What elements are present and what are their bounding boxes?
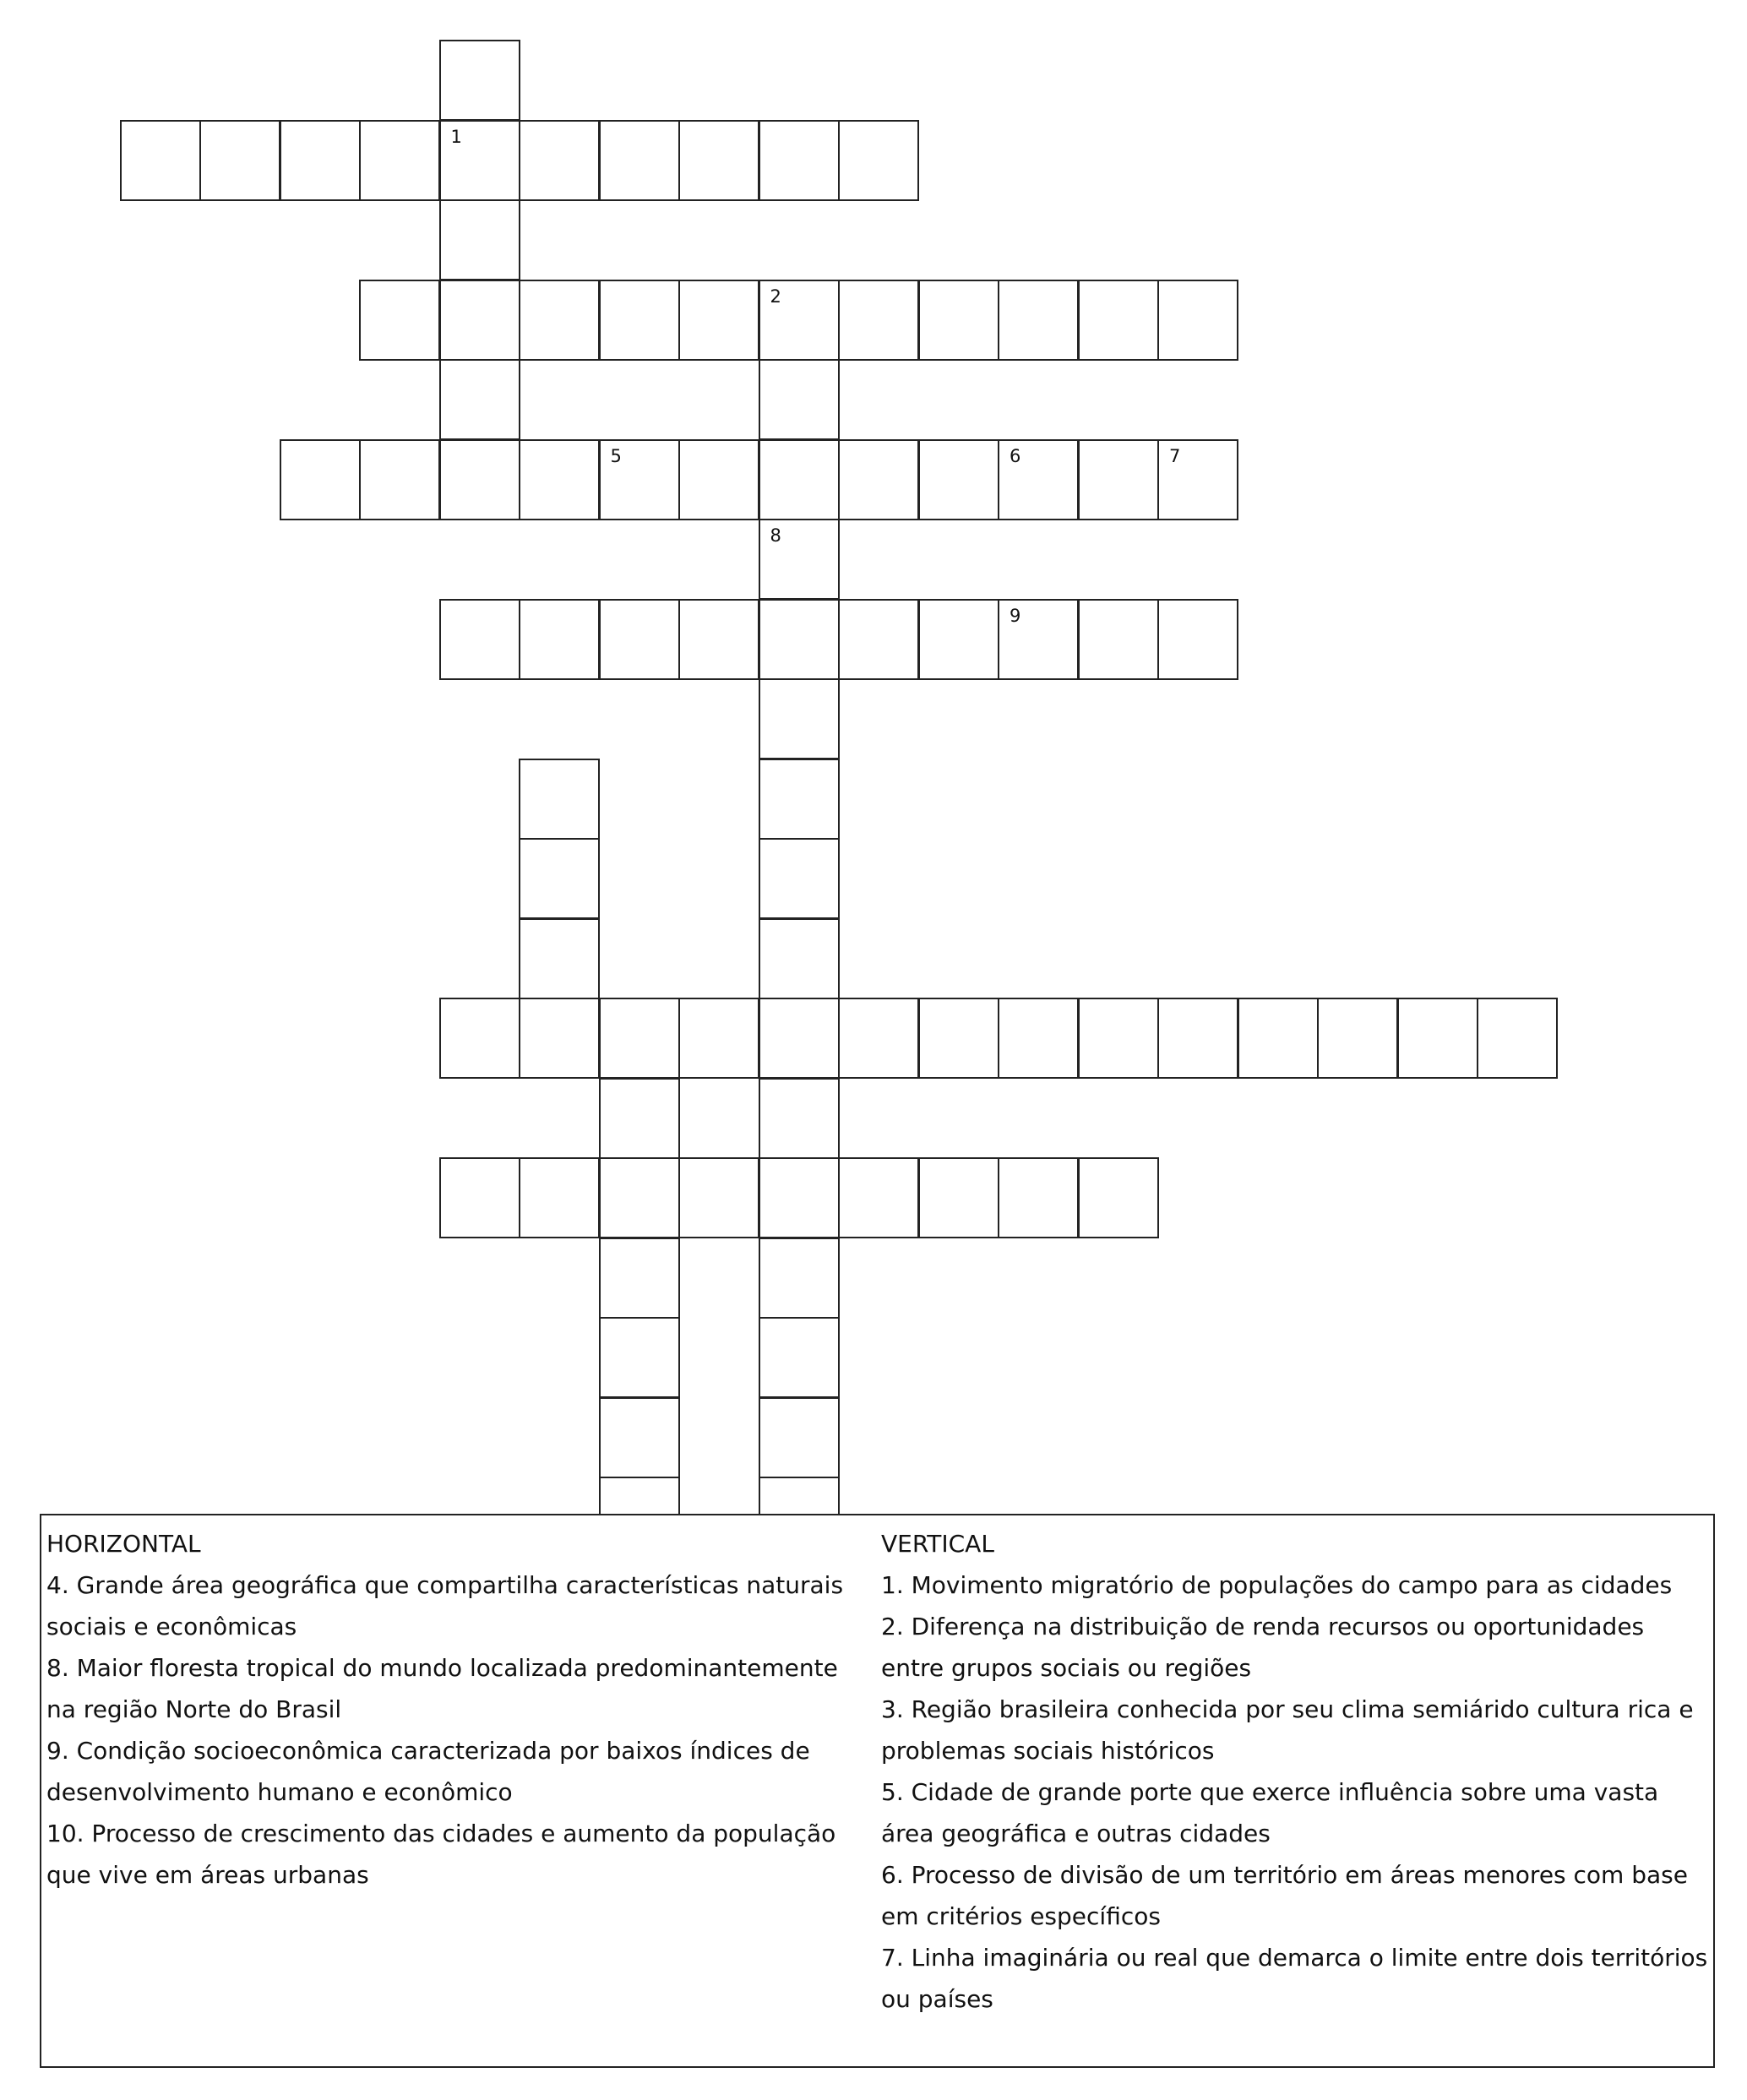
- crossword-cell[interactable]: [1078, 280, 1159, 361]
- crossword-cell[interactable]: [678, 1157, 759, 1238]
- crossword-cell[interactable]: [759, 120, 840, 201]
- crossword-cell[interactable]: [678, 120, 759, 201]
- crossword-cell[interactable]: [359, 439, 440, 520]
- crossword-cell[interactable]: [759, 599, 840, 680]
- crossword-cell[interactable]: [759, 1078, 840, 1159]
- clue-across-9: 9. Condição socioeconômica caracterizada por baixos índices de desenvolvimento humano e econômico: [46, 1737, 810, 1806]
- crossword-cell[interactable]: [678, 439, 759, 520]
- crossword-cell[interactable]: [1397, 998, 1478, 1079]
- crossword-cell[interactable]: [759, 678, 840, 759]
- crossword-cell[interactable]: [359, 120, 440, 201]
- crossword-cell[interactable]: [1157, 280, 1238, 361]
- clue-number: 2: [770, 286, 781, 307]
- clue-number: 9: [1010, 605, 1021, 626]
- crossword-cell[interactable]: [678, 599, 759, 680]
- clue-number: 8: [770, 525, 781, 546]
- crossword-cell[interactable]: [519, 838, 600, 919]
- clue-number: 5: [610, 445, 622, 466]
- crossword-cell[interactable]: [759, 1317, 840, 1398]
- crossword-cell[interactable]: [1157, 599, 1238, 680]
- crossword-cell[interactable]: [678, 280, 759, 361]
- crossword-cell[interactable]: [1477, 998, 1558, 1079]
- clue-number: 1: [450, 126, 462, 147]
- crossword-cell[interactable]: [439, 439, 520, 520]
- crossword-cell[interactable]: [439, 998, 520, 1079]
- crossword-cell[interactable]: [759, 519, 840, 600]
- crossword-cell[interactable]: [280, 120, 361, 201]
- crossword-cell[interactable]: [998, 439, 1079, 520]
- crossword-cell[interactable]: [759, 439, 840, 520]
- crossword-cell[interactable]: [439, 280, 520, 361]
- crossword-cell[interactable]: [439, 40, 520, 121]
- crossword-cell[interactable]: [599, 1317, 680, 1398]
- vertical-clues: [881, 1524, 1709, 2020]
- crossword-cell[interactable]: [1157, 439, 1238, 520]
- crossword-cell[interactable]: [519, 280, 600, 361]
- vertical-heading: VERTICAL: [881, 1530, 994, 1558]
- horizontal-heading: HORIZONTAL: [46, 1530, 201, 1558]
- clue-down-7: 7. Linha imaginária ou real que demarca o limite entre dois territórios ou países: [881, 1944, 1708, 2013]
- crossword-cell[interactable]: [439, 599, 520, 680]
- clue-number: 6: [1010, 445, 1021, 466]
- crossword-cell[interactable]: [599, 1397, 680, 1478]
- crossword-cell[interactable]: [998, 998, 1079, 1079]
- crossword-cell[interactable]: [1157, 998, 1238, 1079]
- crossword-cell[interactable]: [519, 439, 600, 520]
- crossword-cell[interactable]: [599, 599, 680, 680]
- crossword-cell[interactable]: [759, 1238, 840, 1319]
- horizontal-clues: [46, 1524, 857, 1896]
- crossword-cell[interactable]: [439, 1157, 520, 1238]
- crossword-cell[interactable]: [599, 1157, 680, 1238]
- crossword-cell[interactable]: [519, 759, 600, 840]
- crossword-cell[interactable]: [759, 1157, 840, 1238]
- crossword-cell[interactable]: [998, 280, 1079, 361]
- crossword-cell[interactable]: [439, 120, 520, 201]
- crossword-cell[interactable]: [1317, 998, 1398, 1079]
- crossword-cell[interactable]: [439, 199, 520, 280]
- clue-down-1: 1. Movimento migratório de populações do campo para as cidades: [881, 1571, 1673, 1599]
- crossword-cell[interactable]: [918, 280, 999, 361]
- crossword-cell[interactable]: [1238, 998, 1319, 1079]
- crossword-cell[interactable]: [199, 120, 280, 201]
- crossword-cell[interactable]: [519, 599, 600, 680]
- clue-across-10: 10. Processo de crescimento das cidades e aumento da população que vive em áreas urbanas: [46, 1820, 836, 1889]
- crossword-cell[interactable]: [838, 280, 919, 361]
- clue-down-3: 3. Região brasileira conhecida por seu clima semiárido cultura rica e problemas sociais históricos: [881, 1695, 1694, 1765]
- crossword-cell[interactable]: [1078, 439, 1159, 520]
- clues-box: [40, 1514, 1715, 2068]
- crossword-cell[interactable]: [439, 359, 520, 440]
- crossword-cell[interactable]: [838, 1157, 919, 1238]
- crossword-cell[interactable]: [678, 998, 759, 1079]
- crossword-cell[interactable]: [519, 918, 600, 999]
- crossword-cell[interactable]: [759, 1397, 840, 1478]
- crossword-cell[interactable]: [1078, 599, 1159, 680]
- clue-down-6: 6. Processo de divisão de um território em áreas menores com base em critérios específicos: [881, 1861, 1688, 1930]
- crossword-cell[interactable]: [998, 599, 1079, 680]
- crossword-cell[interactable]: [1078, 1157, 1159, 1238]
- crossword-cell[interactable]: [998, 1157, 1079, 1238]
- crossword-cell[interactable]: [599, 280, 680, 361]
- crossword-cell[interactable]: [838, 120, 919, 201]
- crossword-cell[interactable]: [599, 1238, 680, 1319]
- clue-number: 7: [1169, 445, 1181, 466]
- crossword-cell[interactable]: [519, 1157, 600, 1238]
- crossword-cell[interactable]: [759, 838, 840, 919]
- clue-down-5: 5. Cidade de grande porte que exerce influência sobre uma vasta área geográfica e outras cidades: [881, 1778, 1659, 1847]
- crossword-cell[interactable]: [918, 1157, 999, 1238]
- crossword-cell[interactable]: [1078, 998, 1159, 1079]
- crossword-cell[interactable]: [120, 120, 201, 201]
- crossword-cell[interactable]: [599, 120, 680, 201]
- crossword-cell[interactable]: [759, 759, 840, 840]
- crossword-cell[interactable]: [280, 439, 361, 520]
- crossword-cell[interactable]: [838, 599, 919, 680]
- clue-across-8: 8. Maior floresta tropical do mundo localizada predominantemente na região Norte do Brasil: [46, 1654, 838, 1723]
- crossword-cell[interactable]: [359, 280, 440, 361]
- crossword-cell[interactable]: [759, 359, 840, 440]
- crossword-cell[interactable]: [838, 998, 919, 1079]
- clue-across-4: 4. Grande área geográfica que compartilha características naturais sociais e econômicas: [46, 1571, 844, 1640]
- crossword-cell[interactable]: [599, 1078, 680, 1159]
- clue-down-2: 2. Diferença na distribuição de renda recursos ou oportunidades entre grupos sociais ou regiões: [881, 1613, 1645, 1682]
- crossword-cell[interactable]: [759, 998, 840, 1079]
- crossword-cell[interactable]: [759, 280, 840, 361]
- crossword-cell[interactable]: [918, 998, 999, 1079]
- crossword-cell[interactable]: [599, 439, 680, 520]
- crossword-cell[interactable]: [519, 120, 600, 201]
- crossword-cell[interactable]: [759, 918, 840, 999]
- crossword-cell[interactable]: [599, 998, 680, 1079]
- crossword-cell[interactable]: [918, 439, 999, 520]
- crossword-cell[interactable]: [918, 599, 999, 680]
- crossword-cell[interactable]: [519, 998, 600, 1079]
- crossword-cell[interactable]: [838, 439, 919, 520]
